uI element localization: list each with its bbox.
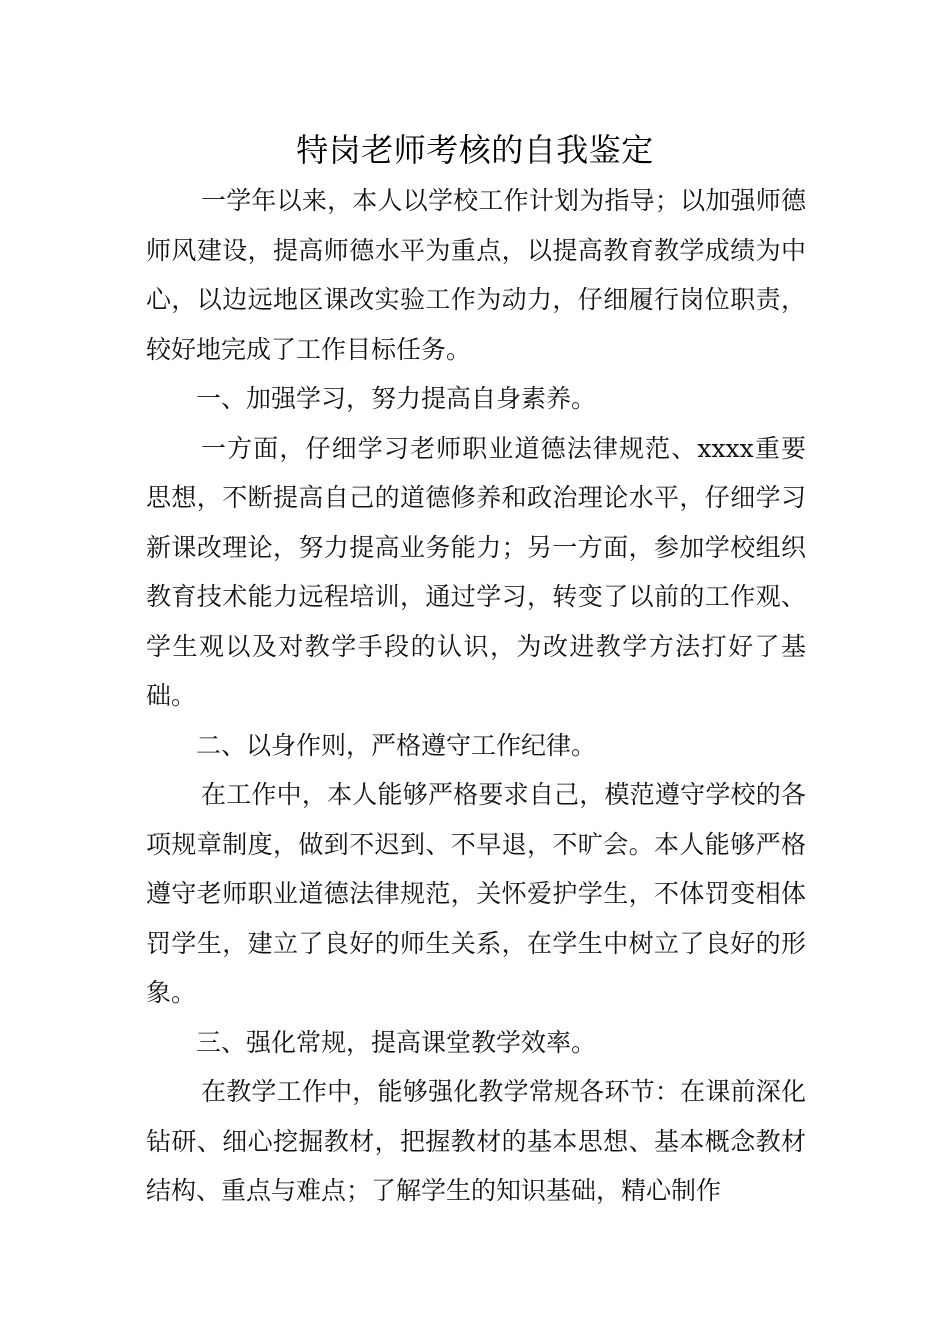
paragraph-section-2: 在工作中，本人能够严格要求自己，模范遵守学校的各项规章制度，做到不迟到、不早退，不旷会。本人能够严格遵守老师职业道德法律规范，关怀爱护学生，不体罚变相体罚学生，建立了良好的师生关系，在学生中树立了良好的形象。 xyxy=(146,780,806,1007)
section-heading-2: 二、以身作则，严格遵守工作纪律。 xyxy=(196,730,597,760)
paragraph-section-3: 在教学工作中，能够强化教学常规各环节：在课前深化钻研、细心挖掘教材，把握教材的基本思想、基本概念教材结构、重点与难点；了解学生的知识基础，精心制作 xyxy=(146,1077,806,1205)
section-heading-3: 三、强化常规，提高课堂教学效率。 xyxy=(196,1027,597,1057)
document-body xyxy=(146,176,806,1216)
section-heading-1: 一、加强学习，努力提高自身素养。 xyxy=(196,384,597,413)
paragraph-intro: 一学年以来，本人以学校工作计划为指导；以加强师德师风建设，提高师德水平为重点，以提高教育教学成绩为中心，以边远地区课改实验工作为动力，仔细履行岗位职责，较好地完成了工作目标任务。 xyxy=(146,186,806,364)
paragraph-section-1: 一方面，仔细学习老师职业道德法律规范、xxxx重要思想，不断提高自己的道德修养和政治理论水平，仔细学习新课改理论，努力提高业务能力；另一方面，参加学校组织教育技术能力远程培训，通过学习，转变了以前的工作观、学生观以及对教学手段的认识，为改进教学方法打好了基础。 xyxy=(146,433,806,710)
document-title: 特岗老师考核的自我鉴定 xyxy=(296,131,654,169)
